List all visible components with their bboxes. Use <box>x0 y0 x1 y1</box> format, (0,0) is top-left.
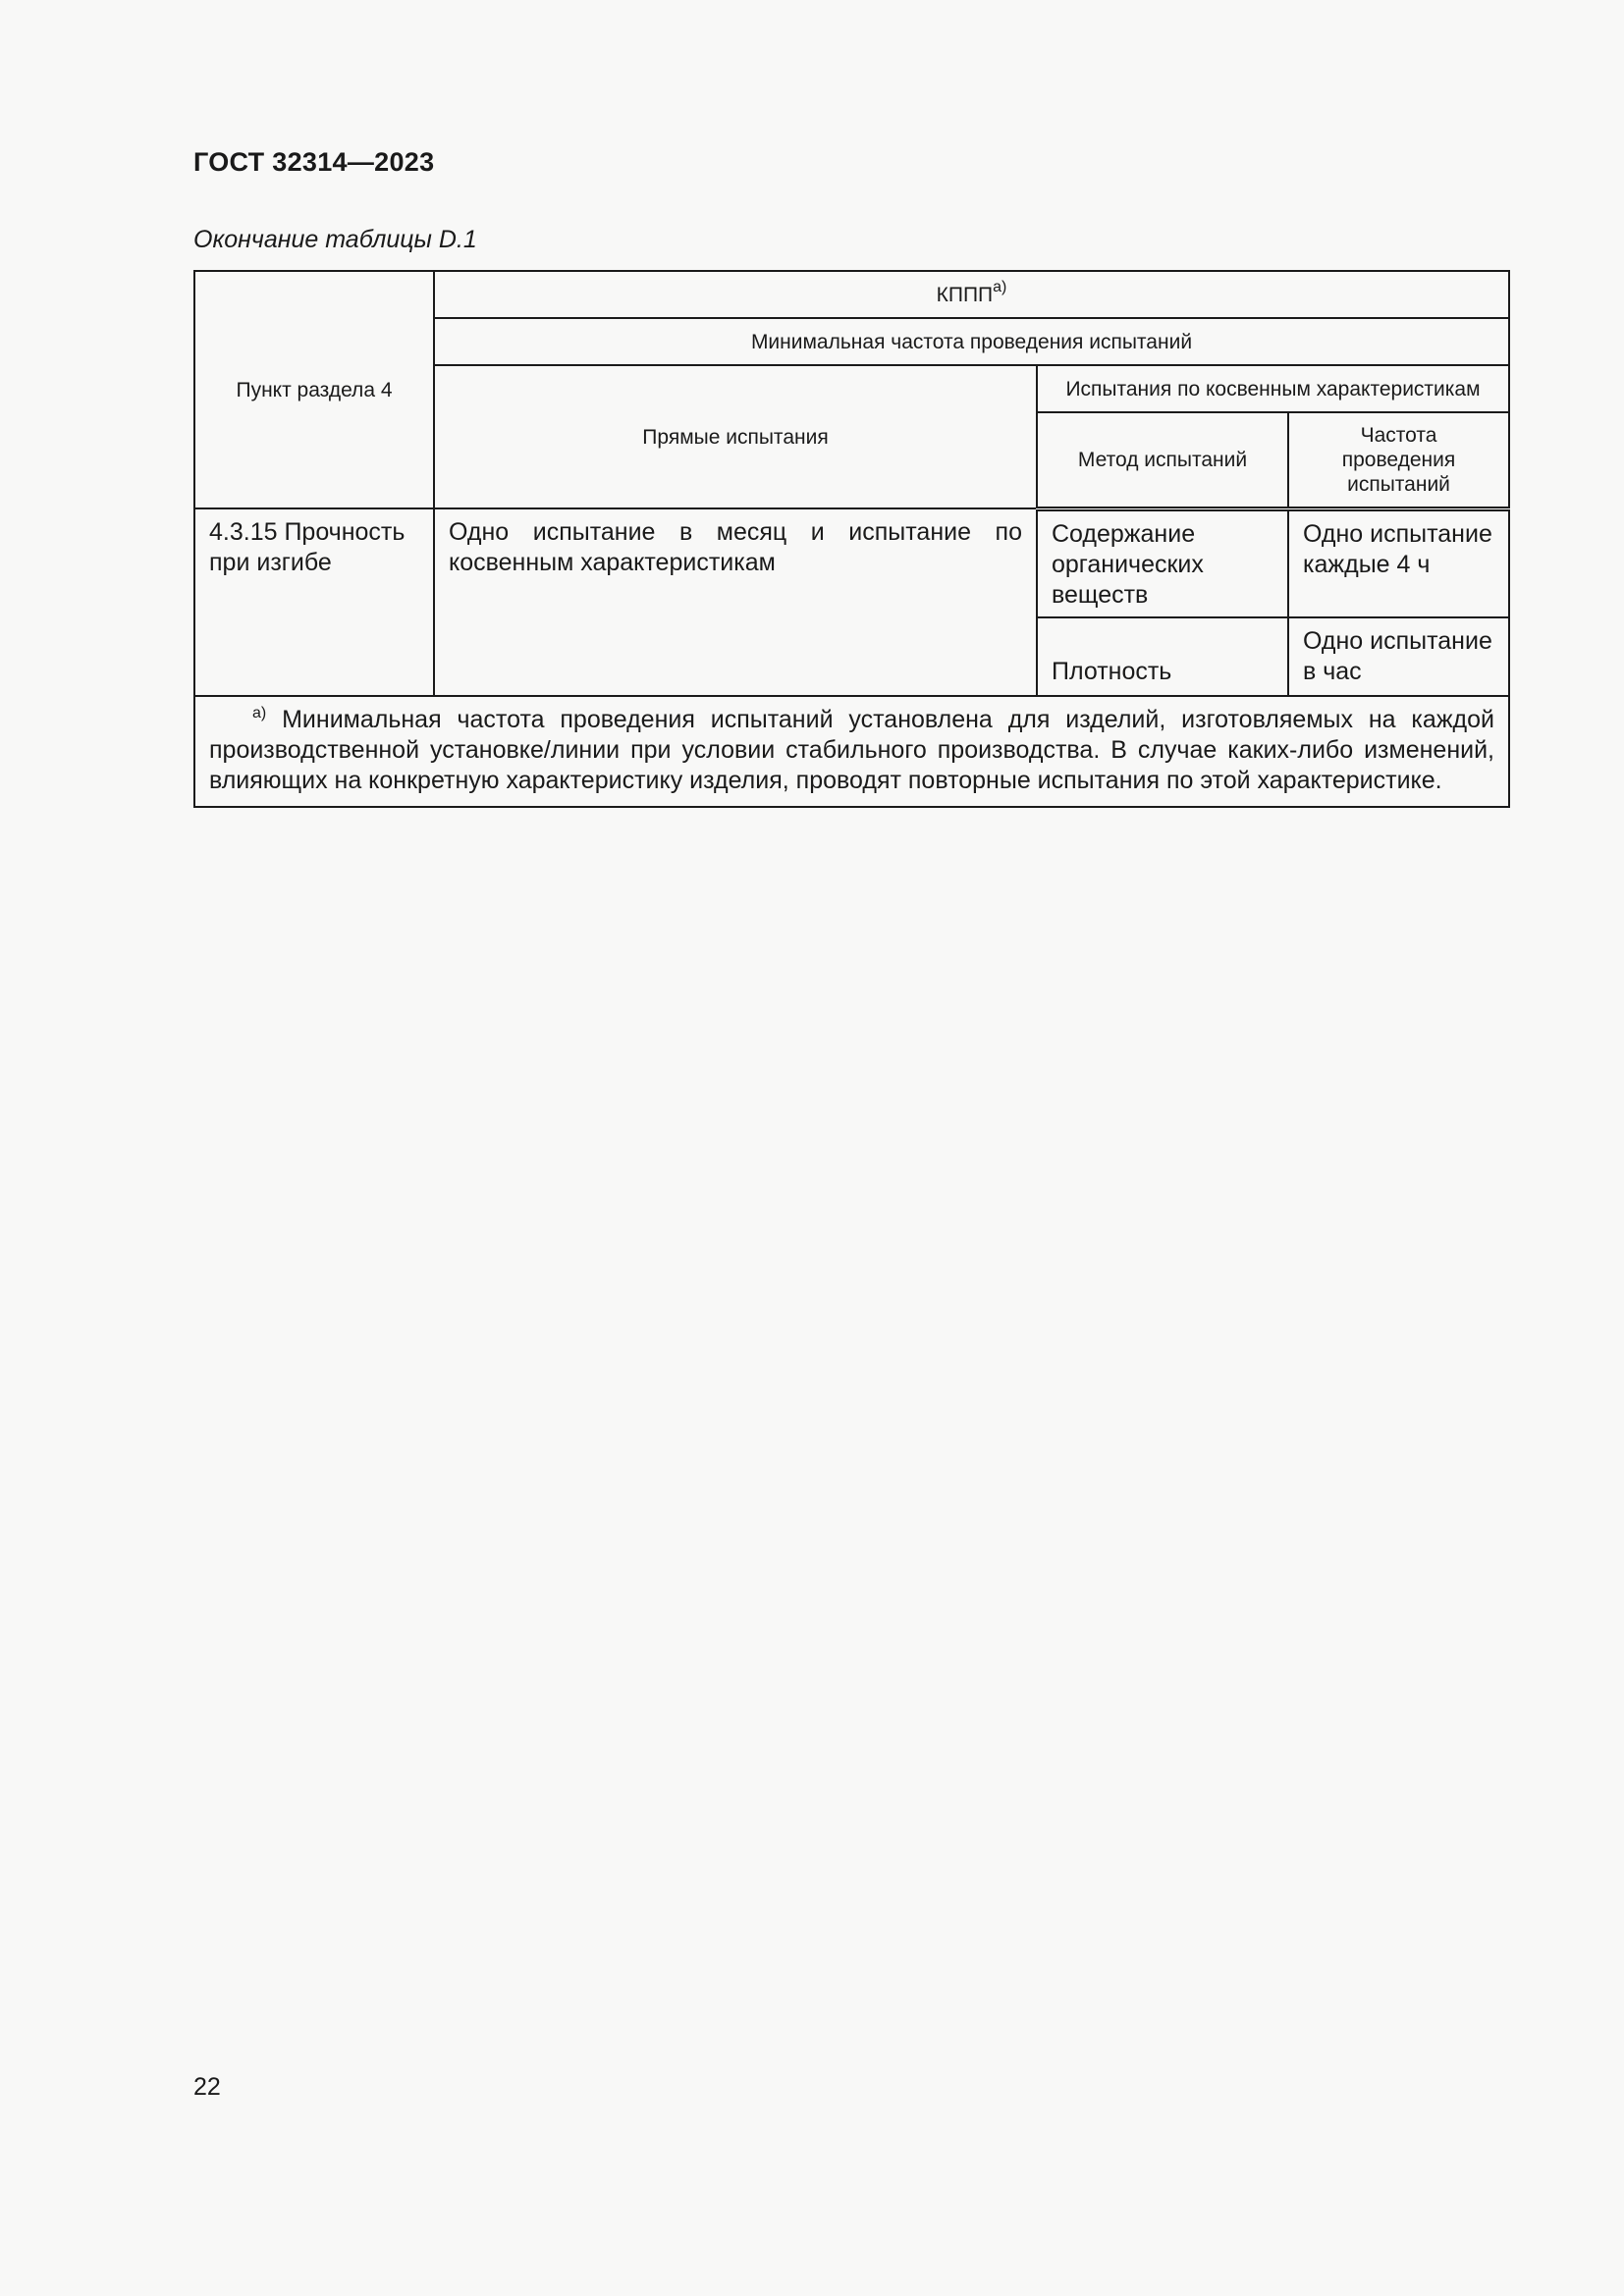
header-test-frequency <box>1288 412 1509 508</box>
header-indirect-tests <box>1037 365 1509 412</box>
footnote-row <box>194 696 1509 807</box>
row-frequency-1-text: Одно испытание каждые 4 ч <box>1303 519 1492 578</box>
table-row <box>194 508 1509 617</box>
header-min-frequency-label: Минимальная частота проведения испытаний <box>750 330 1193 353</box>
row-direct-tests-text: Одно испытание в месяц и испытание по косвенным характеристикам <box>449 518 1022 576</box>
row-direct-tests <box>434 508 1037 696</box>
header-clause-label: Пункт раздела 4 <box>236 378 393 401</box>
row-clause-text: 4.3.15 Прочность при изгибе <box>209 518 406 576</box>
spec-table <box>193 270 1510 808</box>
row-clause <box>194 508 434 696</box>
header-kppp <box>434 271 1509 318</box>
header-direct-tests-label: Прямые испытания <box>642 425 829 449</box>
header-test-method <box>1037 412 1288 508</box>
header-indirect-tests-label: Испытания по косвенным характеристикам <box>1065 377 1481 400</box>
header-test-method-label: Метод испытаний <box>1077 448 1248 471</box>
header-min-frequency <box>434 318 1509 365</box>
footnote <box>194 696 1509 807</box>
row-method-2 <box>1037 617 1288 696</box>
row-method-1-text: Содержание органических веществ <box>1052 519 1204 609</box>
header-kppp-label: КППП <box>936 283 994 306</box>
footnote-text: Минимальная частота проведения испытаний установлена для изделий, изготовляемых на каждой производственной установке/линии при условии стабильного производства. В случае каких-либо изменений, влияющих на конкретную характеристику изделия, проводят повторные испытания по этой характеристике. <box>209 705 1495 794</box>
header-clause <box>194 271 434 508</box>
header-row-1 <box>194 271 1509 318</box>
row-frequency-2 <box>1288 617 1509 696</box>
header-direct-tests <box>434 365 1037 508</box>
row-method-2-text: Плотность <box>1052 657 1172 685</box>
row-frequency-2-text: Одно испытание в час <box>1303 626 1492 685</box>
table-caption: Окончание таблицы D.1 <box>193 226 477 253</box>
header-test-frequency-label: Частота проведения испытаний <box>1341 423 1456 496</box>
row-frequency-1 <box>1288 508 1509 617</box>
document-header: ГОСТ 32314—2023 <box>193 147 435 177</box>
row-method-1 <box>1037 508 1288 617</box>
page-number: 22 <box>193 2073 221 2101</box>
footnote-ref-mark: а) <box>993 278 1007 295</box>
footnote-mark: а) <box>252 704 267 721</box>
